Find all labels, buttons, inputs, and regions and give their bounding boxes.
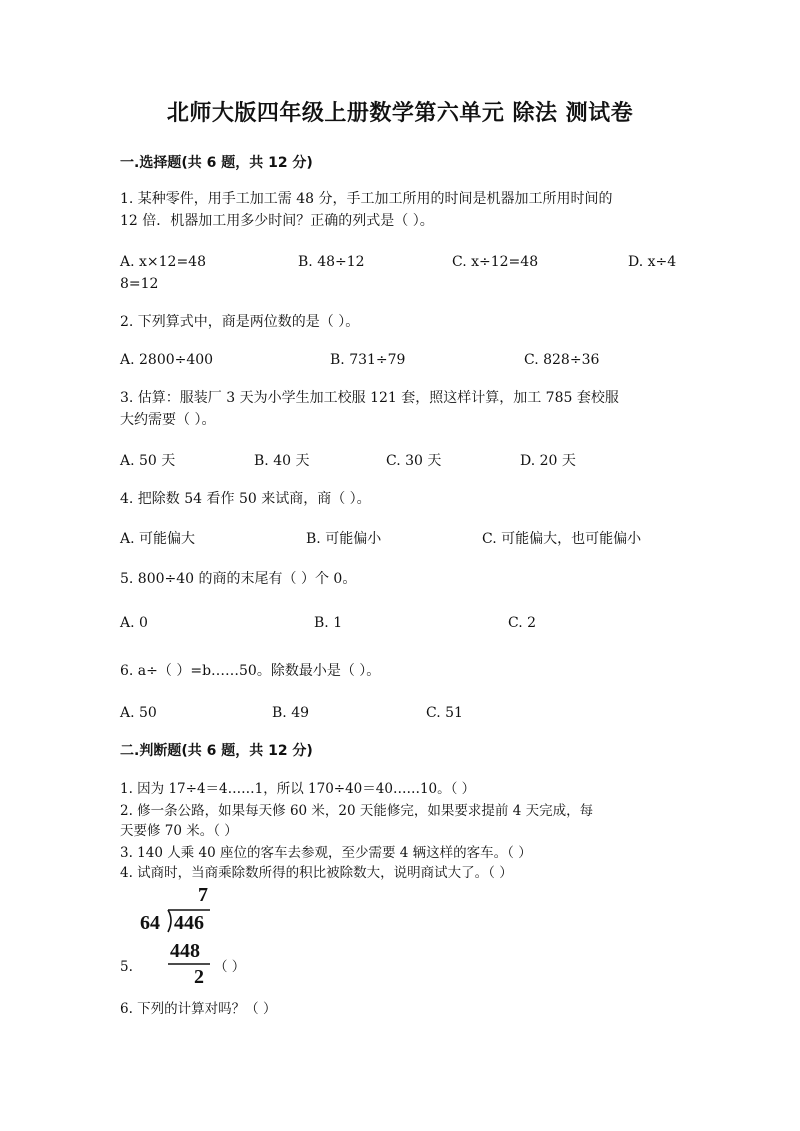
question-3-option-c[interactable]: C. 30 天 [386, 453, 442, 469]
question-5-line-1: 5. 800÷40 的商的末尾有（ ）个 0。 [120, 571, 357, 587]
judgement-item-4: 4. 试商时，当商乘除数所得的积比被除数大，说明商试大了。（ ） [120, 865, 513, 881]
question-4-option-b[interactable]: B. 可能偏小 [306, 531, 382, 547]
question-6-option-b[interactable]: B. 49 [272, 705, 310, 721]
question-1-option-c[interactable]: C. x÷12=48 [452, 254, 539, 270]
question-3-option-a[interactable]: A. 50 天 [120, 453, 176, 469]
section-heading-choice: 一.选择题(共 6 题，共 12 分) [120, 155, 313, 171]
judgement-item-3: 3. 140 人乘 40 座位的客车去参观，至少需要 4 辆这样的客车。（ ） [120, 845, 532, 861]
division-quotient: 7 [198, 884, 208, 906]
judgement-item-2-line-1: 2. 修一条公路，如果每天修 60 米，20 天能修完，如果要求提前 4 天完成，每 [120, 803, 594, 819]
judgement-item-5-blank[interactable]: （ ） [214, 959, 246, 975]
division-product: 448 [170, 940, 200, 962]
division-dividend: 446 [174, 912, 204, 934]
question-4-line-1: 4. 把除数 54 看作 50 来试商，商（ ）。 [120, 491, 371, 507]
question-3-option-d[interactable]: D. 20 天 [520, 453, 576, 469]
judgement-item-1: 1. 因为 17÷4＝4……1，所以 170÷40＝40……10。（ ） [120, 781, 476, 797]
question-5-option-a[interactable]: A. 0 [120, 615, 148, 631]
question-1-line-1: 1. 某种零件，用手工加工需 48 分，手工加工所用的时间是机器加工所用时间的 [120, 191, 613, 207]
question-1-option-d-wrap: 8=12 [120, 276, 159, 292]
question-1-line-2: 12 倍．机器加工用多少时间？正确的列式是（ ）。 [120, 213, 434, 229]
question-1-option-b[interactable]: B. 48÷12 [298, 254, 365, 270]
section-heading-judgement: 二.判断题(共 6 题，共 12 分) [120, 743, 313, 759]
question-3-line-1: 3. 估算：服装厂 3 天为小学生加工校服 121 套，照这样计算，加工 785 套校服 [120, 390, 619, 406]
judgement-item-6: 6. 下列的计算对吗？（ ） [120, 1001, 277, 1017]
judgement-item-2-line-2: 天要修 70 米。（ ） [120, 823, 238, 839]
question-6-line-1: 6. a÷（ ）=b……50。除数最小是（ ）。 [120, 663, 381, 679]
question-6-option-c[interactable]: C. 51 [426, 705, 463, 721]
question-6-option-a[interactable]: A. 50 [120, 705, 157, 721]
division-remainder: 2 [194, 966, 204, 988]
question-2-option-a[interactable]: A. 2800÷400 [120, 352, 214, 368]
question-1-option-a[interactable]: A. x×12=48 [120, 254, 206, 270]
question-4-option-c[interactable]: C. 可能偏大，也可能偏小 [482, 531, 642, 547]
question-2-option-c[interactable]: C. 828÷36 [524, 352, 600, 368]
question-5-option-b[interactable]: B. 1 [314, 615, 343, 631]
page-title: 北师大版四年级上册数学第六单元 除法 测试卷 [166, 101, 634, 126]
judgement-item-5-number: 5. [120, 959, 133, 975]
question-2-line-1: 2. 下列算式中，商是两位数的是（ ）。 [120, 314, 360, 330]
division-divisor: 64 [140, 912, 160, 934]
question-2-option-b[interactable]: B. 731÷79 [330, 352, 406, 368]
question-5-option-c[interactable]: C. 2 [508, 615, 537, 631]
question-4-option-a[interactable]: A. 可能偏大 [120, 531, 196, 547]
question-3-line-2: 大约需要（ ）。 [120, 412, 216, 428]
question-1-option-d[interactable]: D. x÷4 [628, 254, 677, 270]
question-3-option-b[interactable]: B. 40 天 [254, 453, 310, 469]
